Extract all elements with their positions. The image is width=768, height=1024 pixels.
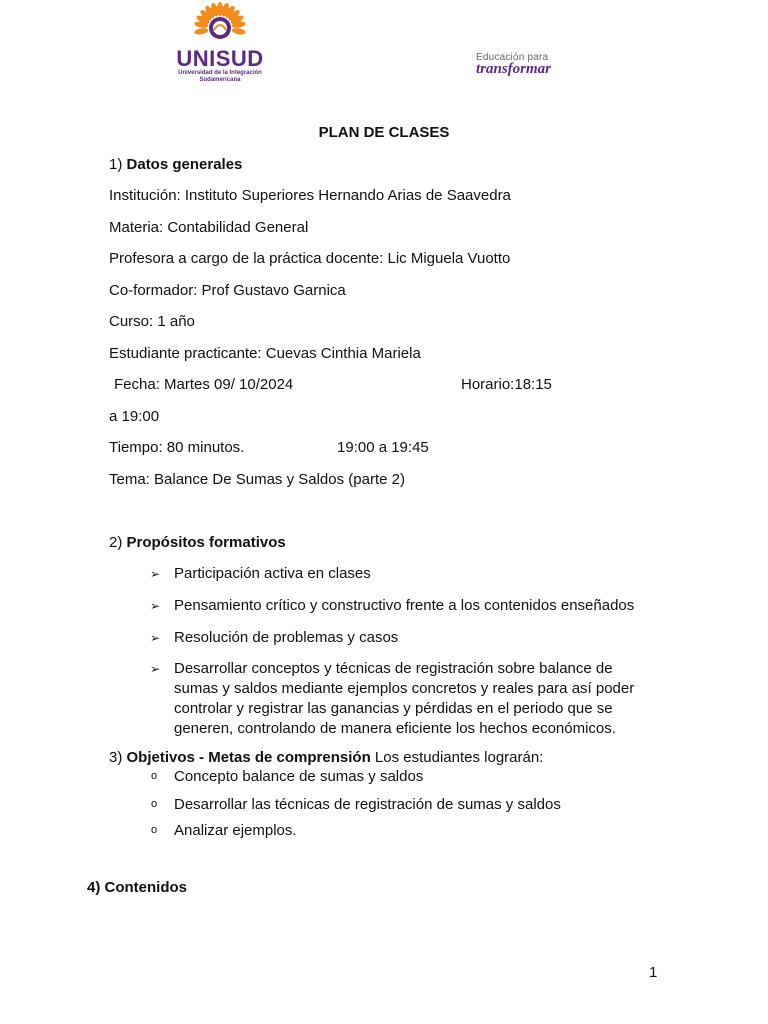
proposito-item: Pensamiento crítico y constructivo frente a los contenidos enseñados <box>174 597 635 614</box>
section1-title: Datos generales <box>126 156 243 173</box>
section1-number: 1) <box>109 156 123 173</box>
section4-heading: 4) Contenidos <box>87 879 187 896</box>
coformador-line: Co-formador: Prof Gustavo Garnica <box>109 282 346 299</box>
fecha-line: Fecha: Martes 09/ 10/2024 <box>114 376 294 393</box>
proposito-item: Participación activa en clases <box>174 565 371 582</box>
section2-title: Propósitos formativos <box>126 534 286 551</box>
logo-wordmark: UNISUD <box>176 46 264 71</box>
proposito-item: Desarrollar conceptos y técnicas de registración sobre balance de sumas y saldos mediante ejemplos concretos y reales para así poder controlar y registrar las ganancias y pérdidas en el periodo que se generen, controlando de manera eficiente los hechos económicos. <box>174 660 635 737</box>
circle-bullet-icon: o <box>151 770 158 782</box>
section3-heading <box>109 749 543 766</box>
logo-subtitle-line2: Sudamericana <box>199 77 241 83</box>
page-number: 1 <box>649 964 658 981</box>
tema-line: Tema: Balance De Sumas y Saldos (parte 2) <box>109 471 405 488</box>
institucion-line: Institución: Instituto Superiores Hernando Arias de Saavedra <box>109 187 511 204</box>
arrow-bullet-icon: ➢ <box>150 662 161 676</box>
objetivo-item: Concepto balance de sumas y saldos <box>174 768 424 785</box>
arrow-bullet-icon: ➢ <box>150 631 161 645</box>
section2-heading <box>109 534 286 551</box>
curso-line: Curso: 1 año <box>109 313 195 330</box>
section1-heading <box>109 156 242 173</box>
estudiante-line: Estudiante practicante: Cuevas Cinthia Mariela <box>109 345 421 362</box>
tiempo-line: Tiempo: 80 minutos. <box>109 439 245 456</box>
section3-title: Objetivos - Metas de comprensión <box>126 749 371 766</box>
circle-bullet-icon: o <box>151 824 158 836</box>
materia-line: Materia: Contabilidad General <box>109 219 309 236</box>
horario-continuation: a 19:00 <box>109 408 160 425</box>
unisud-logo <box>168 2 272 82</box>
arrow-bullet-icon: ➢ <box>150 599 161 613</box>
objetivo-item: Desarrollar las técnicas de registración de sumas y saldos <box>174 796 561 813</box>
objetivo-item: Analizar ejemplos. <box>174 822 297 839</box>
arrow-bullet-icon: ➢ <box>150 567 161 581</box>
logo-subtitle-line1: Universidad de la Integración <box>178 70 262 76</box>
page-title: PLAN DE CLASES <box>318 124 450 141</box>
section3-intro: Los estudiantes lograrán: <box>374 749 544 766</box>
section3-number: 3) <box>109 749 123 766</box>
tiempo-range: 19:00 a 19:45 <box>337 439 429 456</box>
tagline-line2: transformar <box>476 61 552 77</box>
section2-number: 2) <box>109 534 123 551</box>
horario-line: Horario:18:15 <box>461 376 552 393</box>
tagline-line1: Educación para <box>476 52 549 63</box>
sunflower-icon <box>168 2 272 48</box>
proposito-item: Resolución de problemas y casos <box>174 629 399 646</box>
profesora-line: Profesora a cargo de la práctica docente: Lic Miguela Vuotto <box>109 250 511 267</box>
tagline <box>476 52 551 78</box>
circle-bullet-icon: o <box>151 798 158 810</box>
